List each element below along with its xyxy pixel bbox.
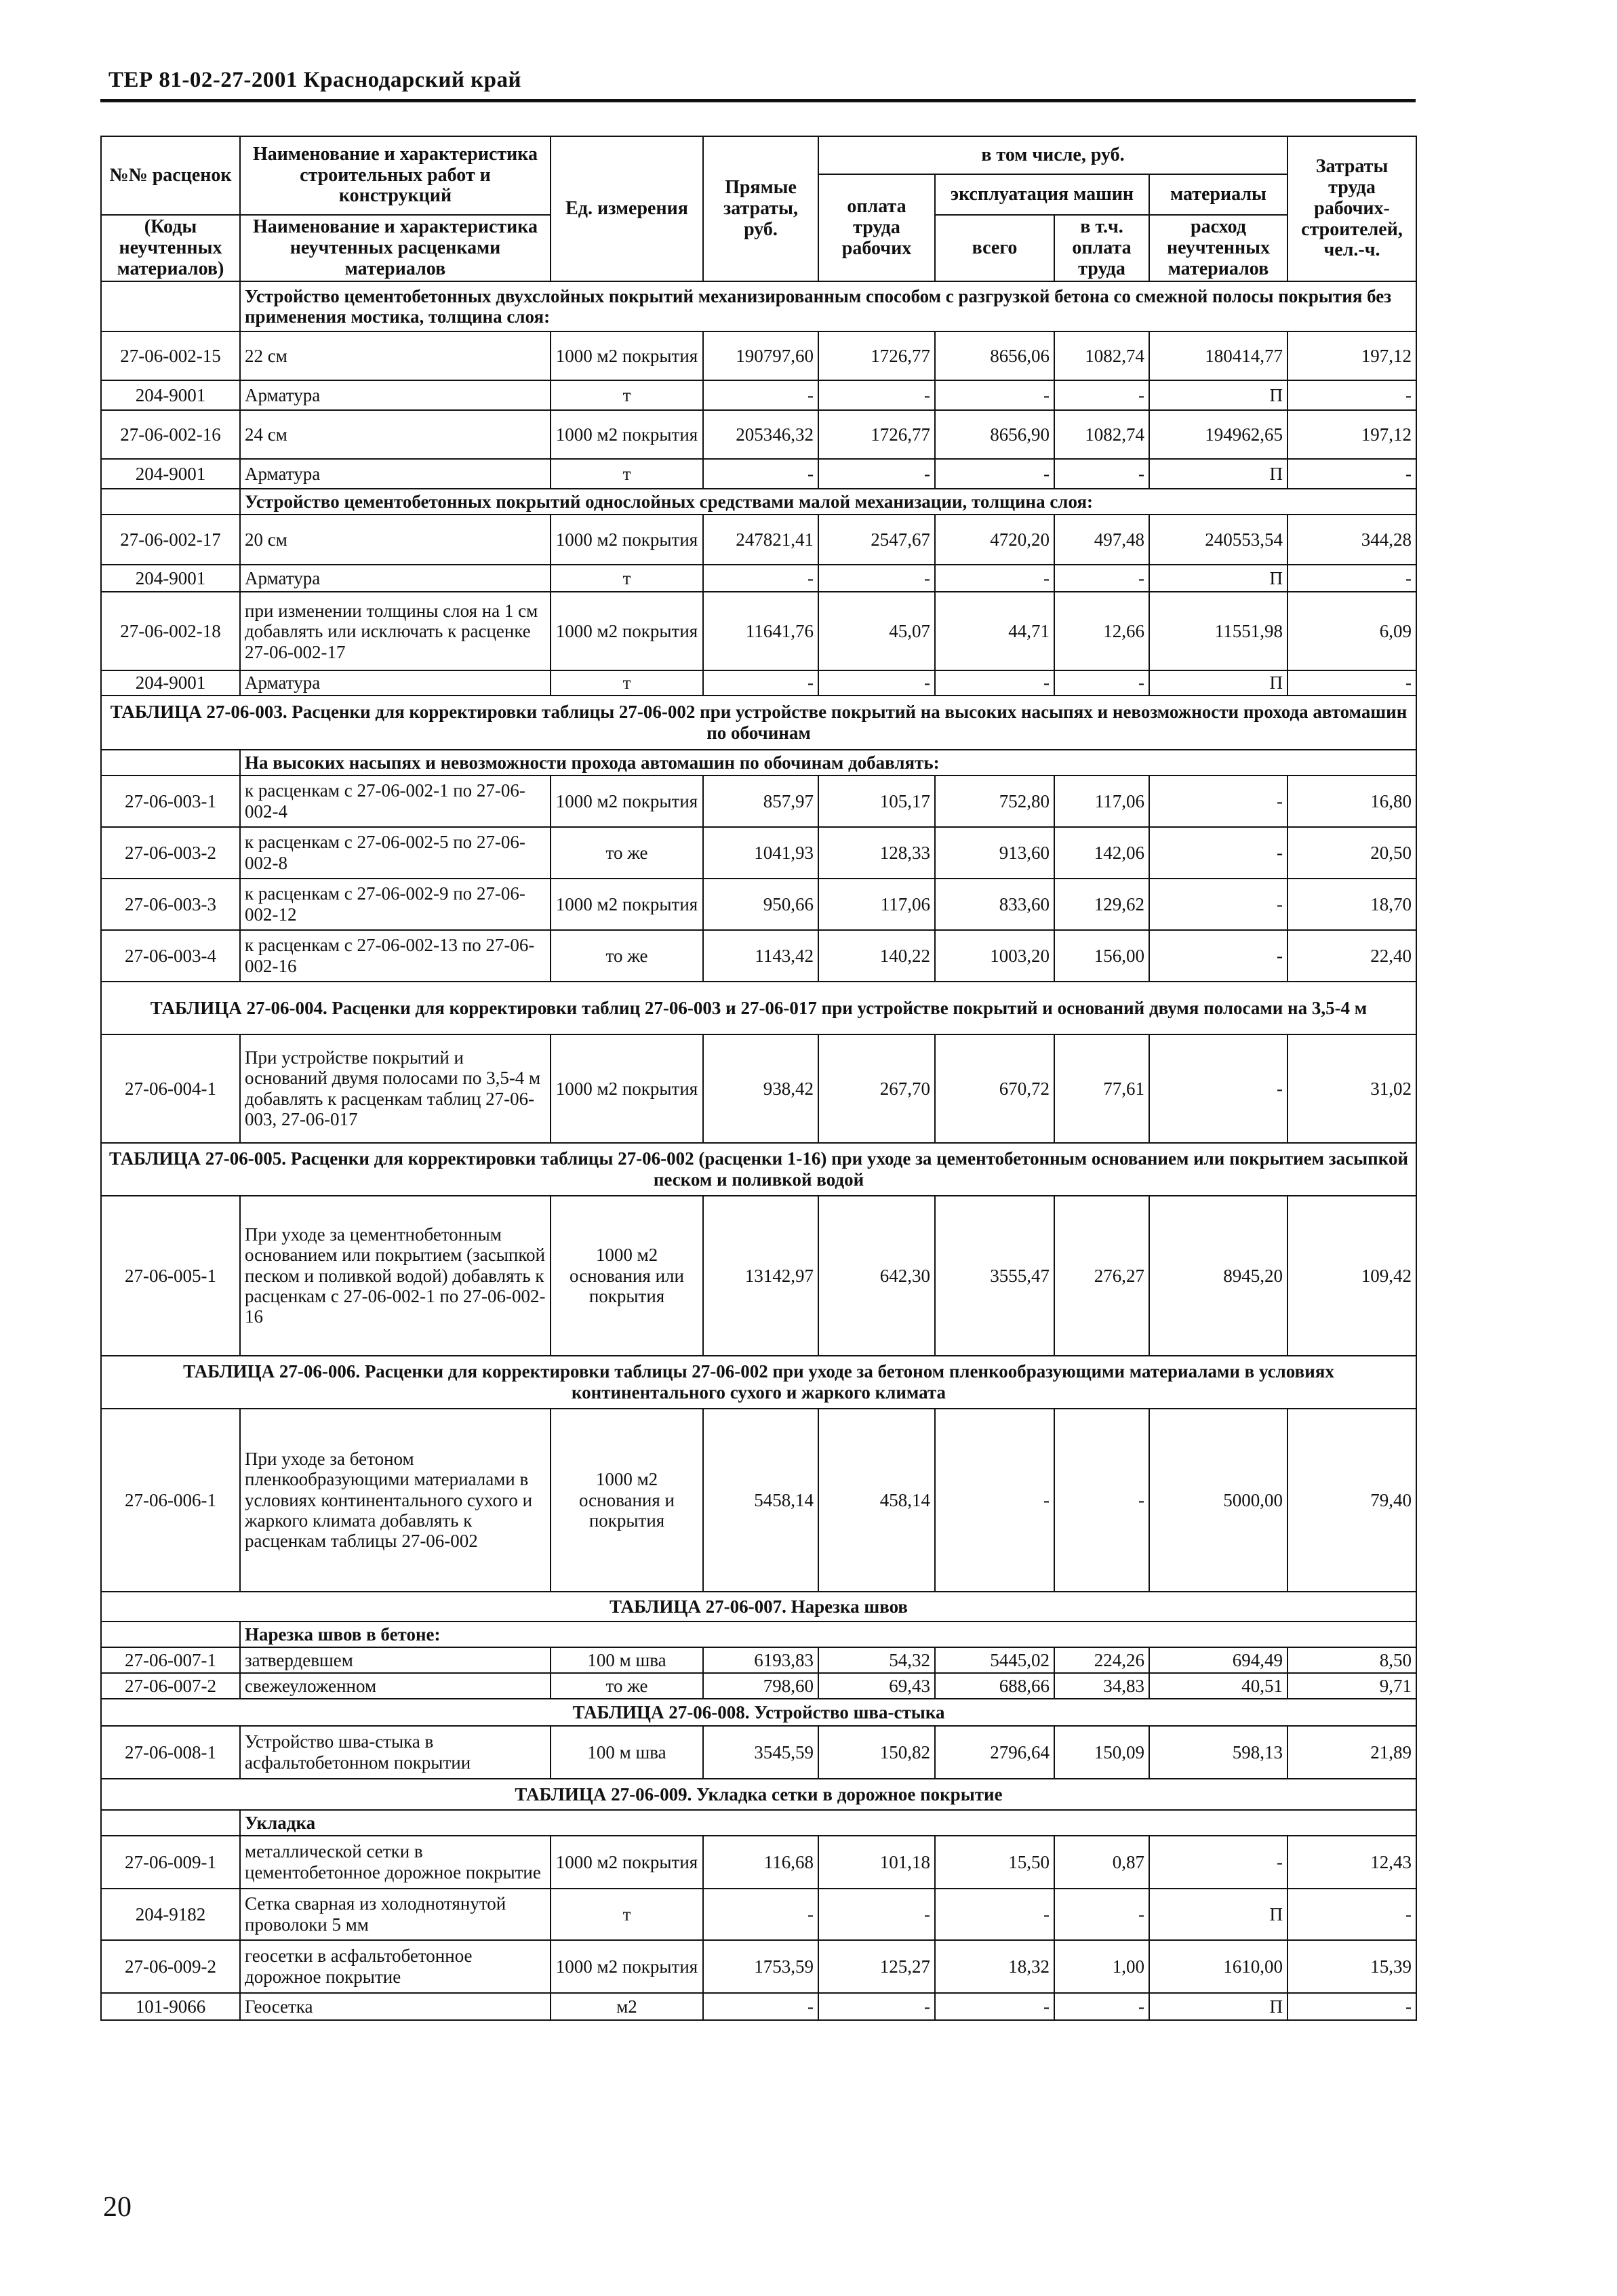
direct-cost: 950,66 xyxy=(703,879,818,930)
labor-hours: 21,89 xyxy=(1287,1726,1416,1779)
unit-of-measure: 1000 м2 основания или покрытия xyxy=(551,1196,703,1356)
labor-hours: 12,43 xyxy=(1287,1836,1416,1889)
labor-wages: 117,06 xyxy=(818,879,935,930)
unit-of-measure: 1000 м2 покрытия xyxy=(551,1940,703,1993)
col-materials-sub-header: расход неучтенных материалов xyxy=(1149,215,1287,281)
materials-cost: - xyxy=(1149,1034,1287,1143)
labor-wages: - xyxy=(818,1993,935,2020)
table-row xyxy=(101,827,1416,879)
materials-cost: П xyxy=(1149,1889,1287,1940)
table-header xyxy=(101,136,1416,281)
machines-labor-wages: - xyxy=(1054,1993,1149,2020)
labor-hours: - xyxy=(1287,670,1416,695)
machines-total: - xyxy=(935,1993,1054,2020)
direct-cost: - xyxy=(703,1993,818,2020)
machines-labor-wages: 142,06 xyxy=(1054,827,1149,879)
direct-cost: - xyxy=(703,459,818,489)
direct-cost: 247821,41 xyxy=(703,515,818,565)
unit-of-measure: т xyxy=(551,670,703,695)
materials-cost: 1610,00 xyxy=(1149,1940,1287,1993)
materials-cost: 5000,00 xyxy=(1149,1409,1287,1592)
rate-code: 27-06-003-1 xyxy=(101,776,240,827)
direct-cost: 857,97 xyxy=(703,776,818,827)
machines-total: 670,72 xyxy=(935,1034,1054,1143)
machines-total: 4720,20 xyxy=(935,515,1054,565)
unit-of-measure: то же xyxy=(551,1673,703,1699)
document-header: ТЕР 81-02-27-2001 Краснодарский край xyxy=(108,68,522,92)
materials-cost: - xyxy=(1149,776,1287,827)
materials-cost: П xyxy=(1149,380,1287,410)
table-row xyxy=(101,1993,1416,2020)
table-title-row xyxy=(101,696,1416,750)
col-direct-header: Прямые затраты, руб. xyxy=(703,136,818,281)
direct-cost: 11641,76 xyxy=(703,592,818,670)
machines-labor-wages: 224,26 xyxy=(1054,1647,1149,1673)
work-name: Арматура xyxy=(240,459,551,489)
work-name: При уходе за цементнобетонным основанием или покрытием (засыпкой песком и поливкой водой) добавлять к расценкам с 27-06-002-1 по 27-06-002-16 xyxy=(240,1196,551,1356)
labor-wages: 69,43 xyxy=(818,1673,935,1699)
rate-code: 27-06-002-15 xyxy=(101,331,240,380)
col-name-sub-header: Наименование и характеристика неучтенных расценками материалов xyxy=(240,215,551,281)
labor-wages: 150,82 xyxy=(818,1726,935,1779)
machines-labor-wages: 1082,74 xyxy=(1054,331,1149,380)
work-name: к расценкам с 27-06-002-5 по 27-06-002-8 xyxy=(240,827,551,879)
table-title: ТАБЛИЦА 27-06-008. Устройство шва-стыка xyxy=(101,1699,1416,1726)
section-heading: Устройство цементобетонных покрытий однослойных средствами малой механизации, толщина слоя: xyxy=(240,489,1416,515)
labor-wages: 101,18 xyxy=(818,1836,935,1889)
unit-of-measure: 1000 м2 покрытия xyxy=(551,592,703,670)
rate-code: 204-9001 xyxy=(101,565,240,592)
col-name-header: Наименование и характеристика строительных работ и конструкций xyxy=(240,136,551,215)
table-row xyxy=(101,1726,1416,1779)
table-title: ТАБЛИЦА 27-06-003. Расценки для корректировки таблицы 27-06-002 при устройстве покрытий на высоких насыпях и невозможности прохода автомашин по обочинам xyxy=(101,696,1416,750)
materials-cost: 598,13 xyxy=(1149,1726,1287,1779)
machines-total: - xyxy=(935,380,1054,410)
labor-wages: - xyxy=(818,380,935,410)
rate-code: 27-06-003-4 xyxy=(101,930,240,982)
work-name: к расценкам с 27-06-002-13 по 27-06-002-16 xyxy=(240,930,551,982)
labor-wages: 54,32 xyxy=(818,1647,935,1673)
direct-cost: 1143,42 xyxy=(703,930,818,982)
machines-total: 688,66 xyxy=(935,1673,1054,1699)
section-row xyxy=(101,1622,1416,1647)
machines-total: 833,60 xyxy=(935,879,1054,930)
labor-hours: 31,02 xyxy=(1287,1034,1416,1143)
col-unit-header: Ед. измерения xyxy=(551,136,703,281)
machines-labor-wages: - xyxy=(1054,565,1149,592)
work-name: 22 см xyxy=(240,331,551,380)
machines-total: 913,60 xyxy=(935,827,1054,879)
rate-code: 27-06-009-1 xyxy=(101,1836,240,1889)
rate-code: 204-9182 xyxy=(101,1889,240,1940)
table-title-row xyxy=(101,1779,1416,1810)
machines-labor-wages: 12,66 xyxy=(1054,592,1149,670)
col-including-header: в том числе, руб. xyxy=(818,136,1287,174)
materials-cost: 11551,98 xyxy=(1149,592,1287,670)
rate-code: 27-06-002-18 xyxy=(101,592,240,670)
direct-cost: - xyxy=(703,565,818,592)
section-heading: Нарезка швов в бетоне: xyxy=(240,1622,1416,1647)
col-machines-total-header: всего xyxy=(935,215,1054,281)
labor-wages: - xyxy=(818,670,935,695)
machines-labor-wages: - xyxy=(1054,1409,1149,1592)
machines-labor-wages: - xyxy=(1054,459,1149,489)
machines-total: - xyxy=(935,1409,1054,1592)
materials-cost: - xyxy=(1149,930,1287,982)
col-machines-header: эксплуатация машин xyxy=(935,174,1149,215)
machines-labor-wages: 150,09 xyxy=(1054,1726,1149,1779)
rate-code: 27-06-006-1 xyxy=(101,1409,240,1592)
labor-hours: - xyxy=(1287,565,1416,592)
labor-hours: 344,28 xyxy=(1287,515,1416,565)
unit-of-measure: т xyxy=(551,1889,703,1940)
labor-wages: 1726,77 xyxy=(818,410,935,459)
machines-total: 3555,47 xyxy=(935,1196,1054,1356)
labor-wages: - xyxy=(818,459,935,489)
rate-code: 27-06-004-1 xyxy=(101,1034,240,1143)
direct-cost: 5458,14 xyxy=(703,1409,818,1592)
materials-cost: - xyxy=(1149,827,1287,879)
labor-hours: - xyxy=(1287,459,1416,489)
work-name: свежеуложенном xyxy=(240,1673,551,1699)
work-name: геосетки в асфальтобетонное дорожное покрытие xyxy=(240,1940,551,1993)
materials-cost: - xyxy=(1149,879,1287,930)
table-row xyxy=(101,1673,1416,1699)
machines-labor-wages: - xyxy=(1054,1889,1149,1940)
rate-code: 27-06-002-16 xyxy=(101,410,240,459)
col-materials-header: материалы xyxy=(1149,174,1287,215)
table-title-row xyxy=(101,982,1416,1034)
table-row xyxy=(101,1836,1416,1889)
direct-cost: 1753,59 xyxy=(703,1940,818,1993)
rate-code: 204-9001 xyxy=(101,380,240,410)
rate-code: 27-06-005-1 xyxy=(101,1196,240,1356)
machines-total: 15,50 xyxy=(935,1836,1054,1889)
table-row xyxy=(101,776,1416,827)
unit-of-measure: т xyxy=(551,459,703,489)
materials-cost: 194962,65 xyxy=(1149,410,1287,459)
table-row xyxy=(101,1647,1416,1673)
labor-wages: 105,17 xyxy=(818,776,935,827)
labor-wages: 140,22 xyxy=(818,930,935,982)
labor-hours: 18,70 xyxy=(1287,879,1416,930)
direct-cost: 1041,93 xyxy=(703,827,818,879)
labor-wages: 642,30 xyxy=(818,1196,935,1356)
section-row xyxy=(101,489,1416,515)
labor-hours: 79,40 xyxy=(1287,1409,1416,1592)
rate-code: 204-9001 xyxy=(101,459,240,489)
labor-wages: - xyxy=(818,1889,935,1940)
table-row xyxy=(101,879,1416,930)
unit-of-measure: 1000 м2 покрытия xyxy=(551,410,703,459)
unit-of-measure: 1000 м2 покрытия xyxy=(551,515,703,565)
machines-labor-wages: 276,27 xyxy=(1054,1196,1149,1356)
unit-of-measure: 1000 м2 покрытия xyxy=(551,1034,703,1143)
materials-cost: 40,51 xyxy=(1149,1673,1287,1699)
work-name: к расценкам с 27-06-002-9 по 27-06-002-12 xyxy=(240,879,551,930)
labor-hours: - xyxy=(1287,1889,1416,1940)
table-title: ТАБЛИЦА 27-06-009. Укладка сетки в дорожное покрытие xyxy=(101,1779,1416,1810)
work-name: При устройстве покрытий и оснований двумя полосами по 3,5-4 м добавлять к расценкам таблиц 27-06-003, 27-06-017 xyxy=(240,1034,551,1143)
table-title: ТАБЛИЦА 27-06-006. Расценки для корректировки таблицы 27-06-002 при уходе за бетоном пленкообразующими материалами в условиях континентального сухого и жаркого климата xyxy=(101,1356,1416,1409)
direct-cost: 116,68 xyxy=(703,1836,818,1889)
direct-cost: 798,60 xyxy=(703,1673,818,1699)
machines-total: - xyxy=(935,1889,1054,1940)
direct-cost: - xyxy=(703,380,818,410)
labor-wages: 1726,77 xyxy=(818,331,935,380)
col-machines-labor-header: в т.ч. оплата труда xyxy=(1054,215,1149,281)
unit-of-measure: 1000 м2 основания и покрытия xyxy=(551,1409,703,1592)
unit-of-measure: 100 м шва xyxy=(551,1726,703,1779)
labor-hours: 22,40 xyxy=(1287,930,1416,982)
work-name: 20 см xyxy=(240,515,551,565)
labor-hours: 15,39 xyxy=(1287,1940,1416,1993)
unit-of-measure: то же xyxy=(551,930,703,982)
machines-labor-wages: 1,00 xyxy=(1054,1940,1149,1993)
col-code-sub-header: (Коды неучтенных материалов) xyxy=(101,215,240,281)
labor-hours: - xyxy=(1287,380,1416,410)
table-row xyxy=(101,515,1416,565)
work-name: Устройство шва-стыка в асфальтобетонном покрытии xyxy=(240,1726,551,1779)
price-table xyxy=(100,136,1417,2021)
table-row xyxy=(101,670,1416,695)
table-title-row xyxy=(101,1699,1416,1726)
materials-cost: 8945,20 xyxy=(1149,1196,1287,1356)
rate-code: 204-9001 xyxy=(101,670,240,695)
unit-of-measure: т xyxy=(551,565,703,592)
unit-of-measure: 1000 м2 покрытия xyxy=(551,776,703,827)
work-name: Арматура xyxy=(240,380,551,410)
machines-labor-wages: - xyxy=(1054,670,1149,695)
direct-cost: 205346,32 xyxy=(703,410,818,459)
labor-hours: 20,50 xyxy=(1287,827,1416,879)
machines-labor-wages: - xyxy=(1054,380,1149,410)
rate-code: 27-06-007-2 xyxy=(101,1673,240,1699)
section-heading: Устройство цементобетонных двухслойных покрытий механизированным способом с разгрузкой бетона со смежной полосы покрытия без применения мостика, толщина слоя: xyxy=(240,281,1416,331)
rate-code: 27-06-003-3 xyxy=(101,879,240,930)
machines-labor-wages: 34,83 xyxy=(1054,1673,1149,1699)
table-row xyxy=(101,1889,1416,1940)
table-row xyxy=(101,380,1416,410)
materials-cost: 180414,77 xyxy=(1149,331,1287,380)
unit-of-measure: 100 м шва xyxy=(551,1647,703,1673)
machines-total: 8656,06 xyxy=(935,331,1054,380)
work-name: При уходе за бетоном пленкообразующими материалами в условиях континентального сухого и жаркого климата добавлять к расценкам таблицы 27-06-002 xyxy=(240,1409,551,1592)
col-code-header: №№ расценок xyxy=(101,136,240,215)
labor-wages: 125,27 xyxy=(818,1940,935,1993)
unit-of-measure: то же xyxy=(551,827,703,879)
materials-cost: 694,49 xyxy=(1149,1647,1287,1673)
table-row xyxy=(101,930,1416,982)
section-row xyxy=(101,1810,1416,1836)
table-row xyxy=(101,565,1416,592)
machines-total: 1003,20 xyxy=(935,930,1054,982)
col-labor-cost-header: Затраты труда рабочих-строителей, чел.-ч. xyxy=(1287,136,1416,281)
machines-total: 5445,02 xyxy=(935,1647,1054,1673)
page-number: 20 xyxy=(103,2192,132,2223)
work-name: Сетка сварная из холоднотянутой проволоки 5 мм xyxy=(240,1889,551,1940)
direct-cost: 13142,97 xyxy=(703,1196,818,1356)
direct-cost: 938,42 xyxy=(703,1034,818,1143)
work-name: Арматура xyxy=(240,670,551,695)
section-heading: Укладка xyxy=(240,1810,1416,1836)
table-title-row xyxy=(101,1592,1416,1622)
section-heading: На высоких насыпях и невозможности прохода автомашин по обочинам добавлять: xyxy=(240,750,1416,776)
direct-cost: - xyxy=(703,670,818,695)
machines-total: 44,71 xyxy=(935,592,1054,670)
machines-total: 2796,64 xyxy=(935,1726,1054,1779)
machines-total: 752,80 xyxy=(935,776,1054,827)
machines-total: 18,32 xyxy=(935,1940,1054,1993)
machines-labor-wages: 129,62 xyxy=(1054,879,1149,930)
machines-total: 8656,90 xyxy=(935,410,1054,459)
rate-code: 27-06-003-2 xyxy=(101,827,240,879)
machines-total: - xyxy=(935,565,1054,592)
materials-cost: П xyxy=(1149,459,1287,489)
table-title: ТАБЛИЦА 27-06-007. Нарезка швов xyxy=(101,1592,1416,1622)
machines-labor-wages: 497,48 xyxy=(1054,515,1149,565)
materials-cost: П xyxy=(1149,1993,1287,2020)
work-name: Геосетка xyxy=(240,1993,551,2020)
work-name: металлической сетки в цементобетонное дорожное покрытие xyxy=(240,1836,551,1889)
table-row xyxy=(101,1034,1416,1143)
machines-labor-wages: 156,00 xyxy=(1054,930,1149,982)
labor-hours: 9,71 xyxy=(1287,1673,1416,1699)
unit-of-measure: м2 xyxy=(551,1993,703,2020)
work-name: Арматура xyxy=(240,565,551,592)
machines-labor-wages: 1082,74 xyxy=(1054,410,1149,459)
unit-of-measure: т xyxy=(551,380,703,410)
section-row xyxy=(101,281,1416,331)
table-row xyxy=(101,459,1416,489)
work-name: к расценкам с 27-06-002-1 по 27-06-002-4 xyxy=(240,776,551,827)
table-row xyxy=(101,410,1416,459)
unit-of-measure: 1000 м2 покрытия xyxy=(551,331,703,380)
table-title: ТАБЛИЦА 27-06-005. Расценки для корректировки таблицы 27-06-002 (расценки 1-16) при уходе за цементобетонным основанием или покрытием засыпкой песком и поливкой водой xyxy=(101,1143,1416,1196)
header-rule xyxy=(100,99,1416,102)
work-name: при изменении толщины слоя на 1 см добавлять или исключать к расценке 27-06-002-17 xyxy=(240,592,551,670)
labor-hours: 109,42 xyxy=(1287,1196,1416,1356)
work-name: затвердевшем xyxy=(240,1647,551,1673)
rate-code: 101-9066 xyxy=(101,1993,240,2020)
table-row xyxy=(101,1196,1416,1356)
direct-cost: 3545,59 xyxy=(703,1726,818,1779)
rate-code: 27-06-008-1 xyxy=(101,1726,240,1779)
labor-wages: - xyxy=(818,565,935,592)
table-title: ТАБЛИЦА 27-06-004. Расценки для корректировки таблиц 27-06-003 и 27-06-017 при устройстве покрытий и оснований двумя полосами на 3,5-4 м xyxy=(101,982,1416,1034)
machines-total: - xyxy=(935,459,1054,489)
materials-cost: П xyxy=(1149,670,1287,695)
labor-hours: 197,12 xyxy=(1287,331,1416,380)
table-row xyxy=(101,1940,1416,1993)
machines-labor-wages: 77,61 xyxy=(1054,1034,1149,1143)
materials-cost: - xyxy=(1149,1836,1287,1889)
labor-wages: 128,33 xyxy=(818,827,935,879)
machines-total: - xyxy=(935,670,1054,695)
machines-labor-wages: 0,87 xyxy=(1054,1836,1149,1889)
direct-cost: 6193,83 xyxy=(703,1647,818,1673)
labor-wages: 45,07 xyxy=(818,592,935,670)
work-name: 24 см xyxy=(240,410,551,459)
table-row xyxy=(101,1409,1416,1592)
labor-wages: 267,70 xyxy=(818,1034,935,1143)
rate-code: 27-06-009-2 xyxy=(101,1940,240,1993)
labor-hours: - xyxy=(1287,1993,1416,2020)
labor-hours: 197,12 xyxy=(1287,410,1416,459)
labor-hours: 8,50 xyxy=(1287,1647,1416,1673)
table-title-row xyxy=(101,1143,1416,1196)
table-row xyxy=(101,592,1416,670)
labor-wages: 2547,67 xyxy=(818,515,935,565)
rate-code: 27-06-007-1 xyxy=(101,1647,240,1673)
direct-cost: - xyxy=(703,1889,818,1940)
materials-cost: П xyxy=(1149,565,1287,592)
materials-cost: 240553,54 xyxy=(1149,515,1287,565)
unit-of-measure: 1000 м2 покрытия xyxy=(551,1836,703,1889)
rate-code: 27-06-002-17 xyxy=(101,515,240,565)
table-row xyxy=(101,331,1416,380)
labor-hours: 16,80 xyxy=(1287,776,1416,827)
labor-wages: 458,14 xyxy=(818,1409,935,1592)
machines-labor-wages: 117,06 xyxy=(1054,776,1149,827)
direct-cost: 190797,60 xyxy=(703,331,818,380)
col-labor-header: оплата труда рабочих xyxy=(818,174,935,281)
table-title-row xyxy=(101,1356,1416,1409)
labor-hours: 6,09 xyxy=(1287,592,1416,670)
section-row xyxy=(101,750,1416,776)
unit-of-measure: 1000 м2 покрытия xyxy=(551,879,703,930)
